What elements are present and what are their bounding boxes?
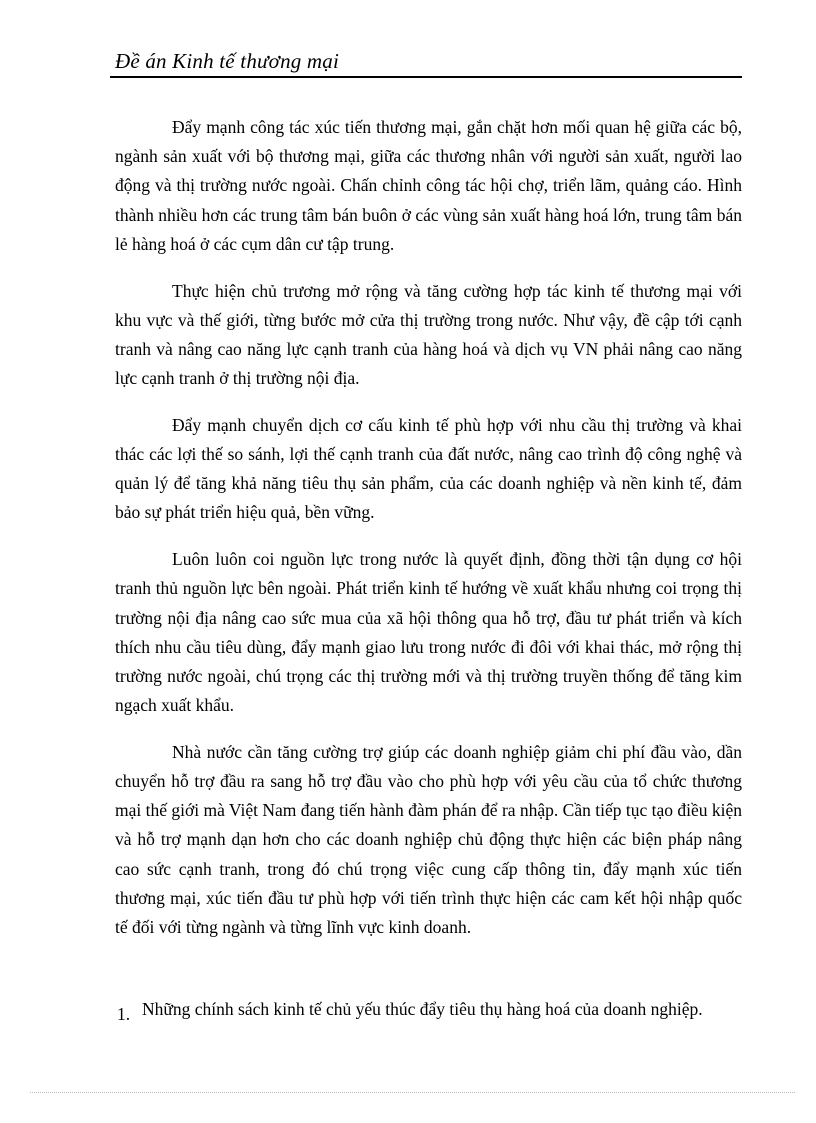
paragraph-international-cooperation: Thực hiện chủ trương mở rộng và tăng cường hợp tác kinh tế thương mại với khu vực và thế giới, từng bước mở cửa thị trường trong nước. Như vậy, đề cập tới cạnh tranh và nâng cao năng lực cạnh tranh của hàng hoá và dịch vụ VN phải nâng cao năng lực cạnh tranh ở thị trường nội địa. bbox=[115, 280, 742, 389]
paragraph-trade-promotion: Đẩy mạnh công tác xúc tiến thương mại, gắn chặt hơn mối quan hệ giữa các bộ, ngành sản xuất với bộ thương mại, giữa các thương nhân với người sản xuất, người lao động và thị trường nước ngoài. Chấn chỉnh công tác hội chợ, triển lãm, quảng cáo. Hình thành nhiều hơn các trung tâm bán buôn ở các vùng sản xuất hàng hoá lớn, trung tâm bán lẻ hàng hoá ở các cụm dân cư tập trung. bbox=[115, 117, 742, 254]
header-divider bbox=[110, 76, 742, 78]
paragraph-domestic-resources: Luôn luôn coi nguồn lực trong nước là quyết định, đồng thời tận dụng cơ hội tranh thủ nguồn lực bên ngoài. Phát triển kinh tế hướng về xuất khẩu nhưng coi trọng thị trường nội địa nâng cao sức mua của xã hội thông qua hỗ trợ, đầu tư phát triển và kích thích nhu cầu tiêu dùng, đẩy mạnh giao lưu trong nước đi đôi với khai thác, mở rộng thị trường nước ngoài, chú trọng các thị trường mới và thị trường truyền thống để tăng kim ngạch xuất khẩu. bbox=[115, 549, 742, 716]
section-heading bbox=[117, 995, 757, 1029]
page-header-title: Đề án Kinh tế thương mại bbox=[115, 49, 340, 73]
paragraph-state-support: Nhà nước cần tăng cường trợ giúp các doanh nghiệp giảm chi phí đầu vào, dần chuyển hỗ trợ đầu ra sang hỗ trợ đầu vào cho phù hợp với yêu cầu của tổ chức thương mại thế giới mà Việt Nam đang tiến hành đàm phán để ra nhập. Cần tiếp tục tạo điều kiện và hỗ trợ mạnh dạn hơn cho các doanh nghiệp chủ động thực hiện các biện pháp nâng cao sức cạnh tranh, trong đó chú trọng việc cung cấp thông tin, đẩy mạnh xúc tiến thương mại, xúc tiến đầu tư phù hợp với tiến trình thực hiện các cam kết hội nhập quốc tế đối với từng ngành và từng lĩnh vực kinh doanh. bbox=[115, 741, 743, 938]
section-number: 1. bbox=[117, 1004, 131, 1024]
paragraph-economic-restructuring: Đẩy mạnh chuyển dịch cơ cấu kinh tế phù hợp với nhu cầu thị trường và khai thác các lợi thế so sánh, lợi thế cạnh tranh của đất nước, nâng cao trình độ công nghệ và quản lý để tăng khả năng tiêu thụ sản phẩm, của các doanh nghiệp và nền kinh tế, đảm bảo sự phát triển hiệu quả, bền vững. bbox=[115, 414, 742, 523]
document-body bbox=[115, 113, 742, 960]
section-title: Những chính sách kinh tế chủ yếu thúc đẩy tiêu thụ hàng hoá của doanh nghiệp. bbox=[142, 999, 703, 1019]
footer-divider bbox=[30, 1092, 795, 1093]
